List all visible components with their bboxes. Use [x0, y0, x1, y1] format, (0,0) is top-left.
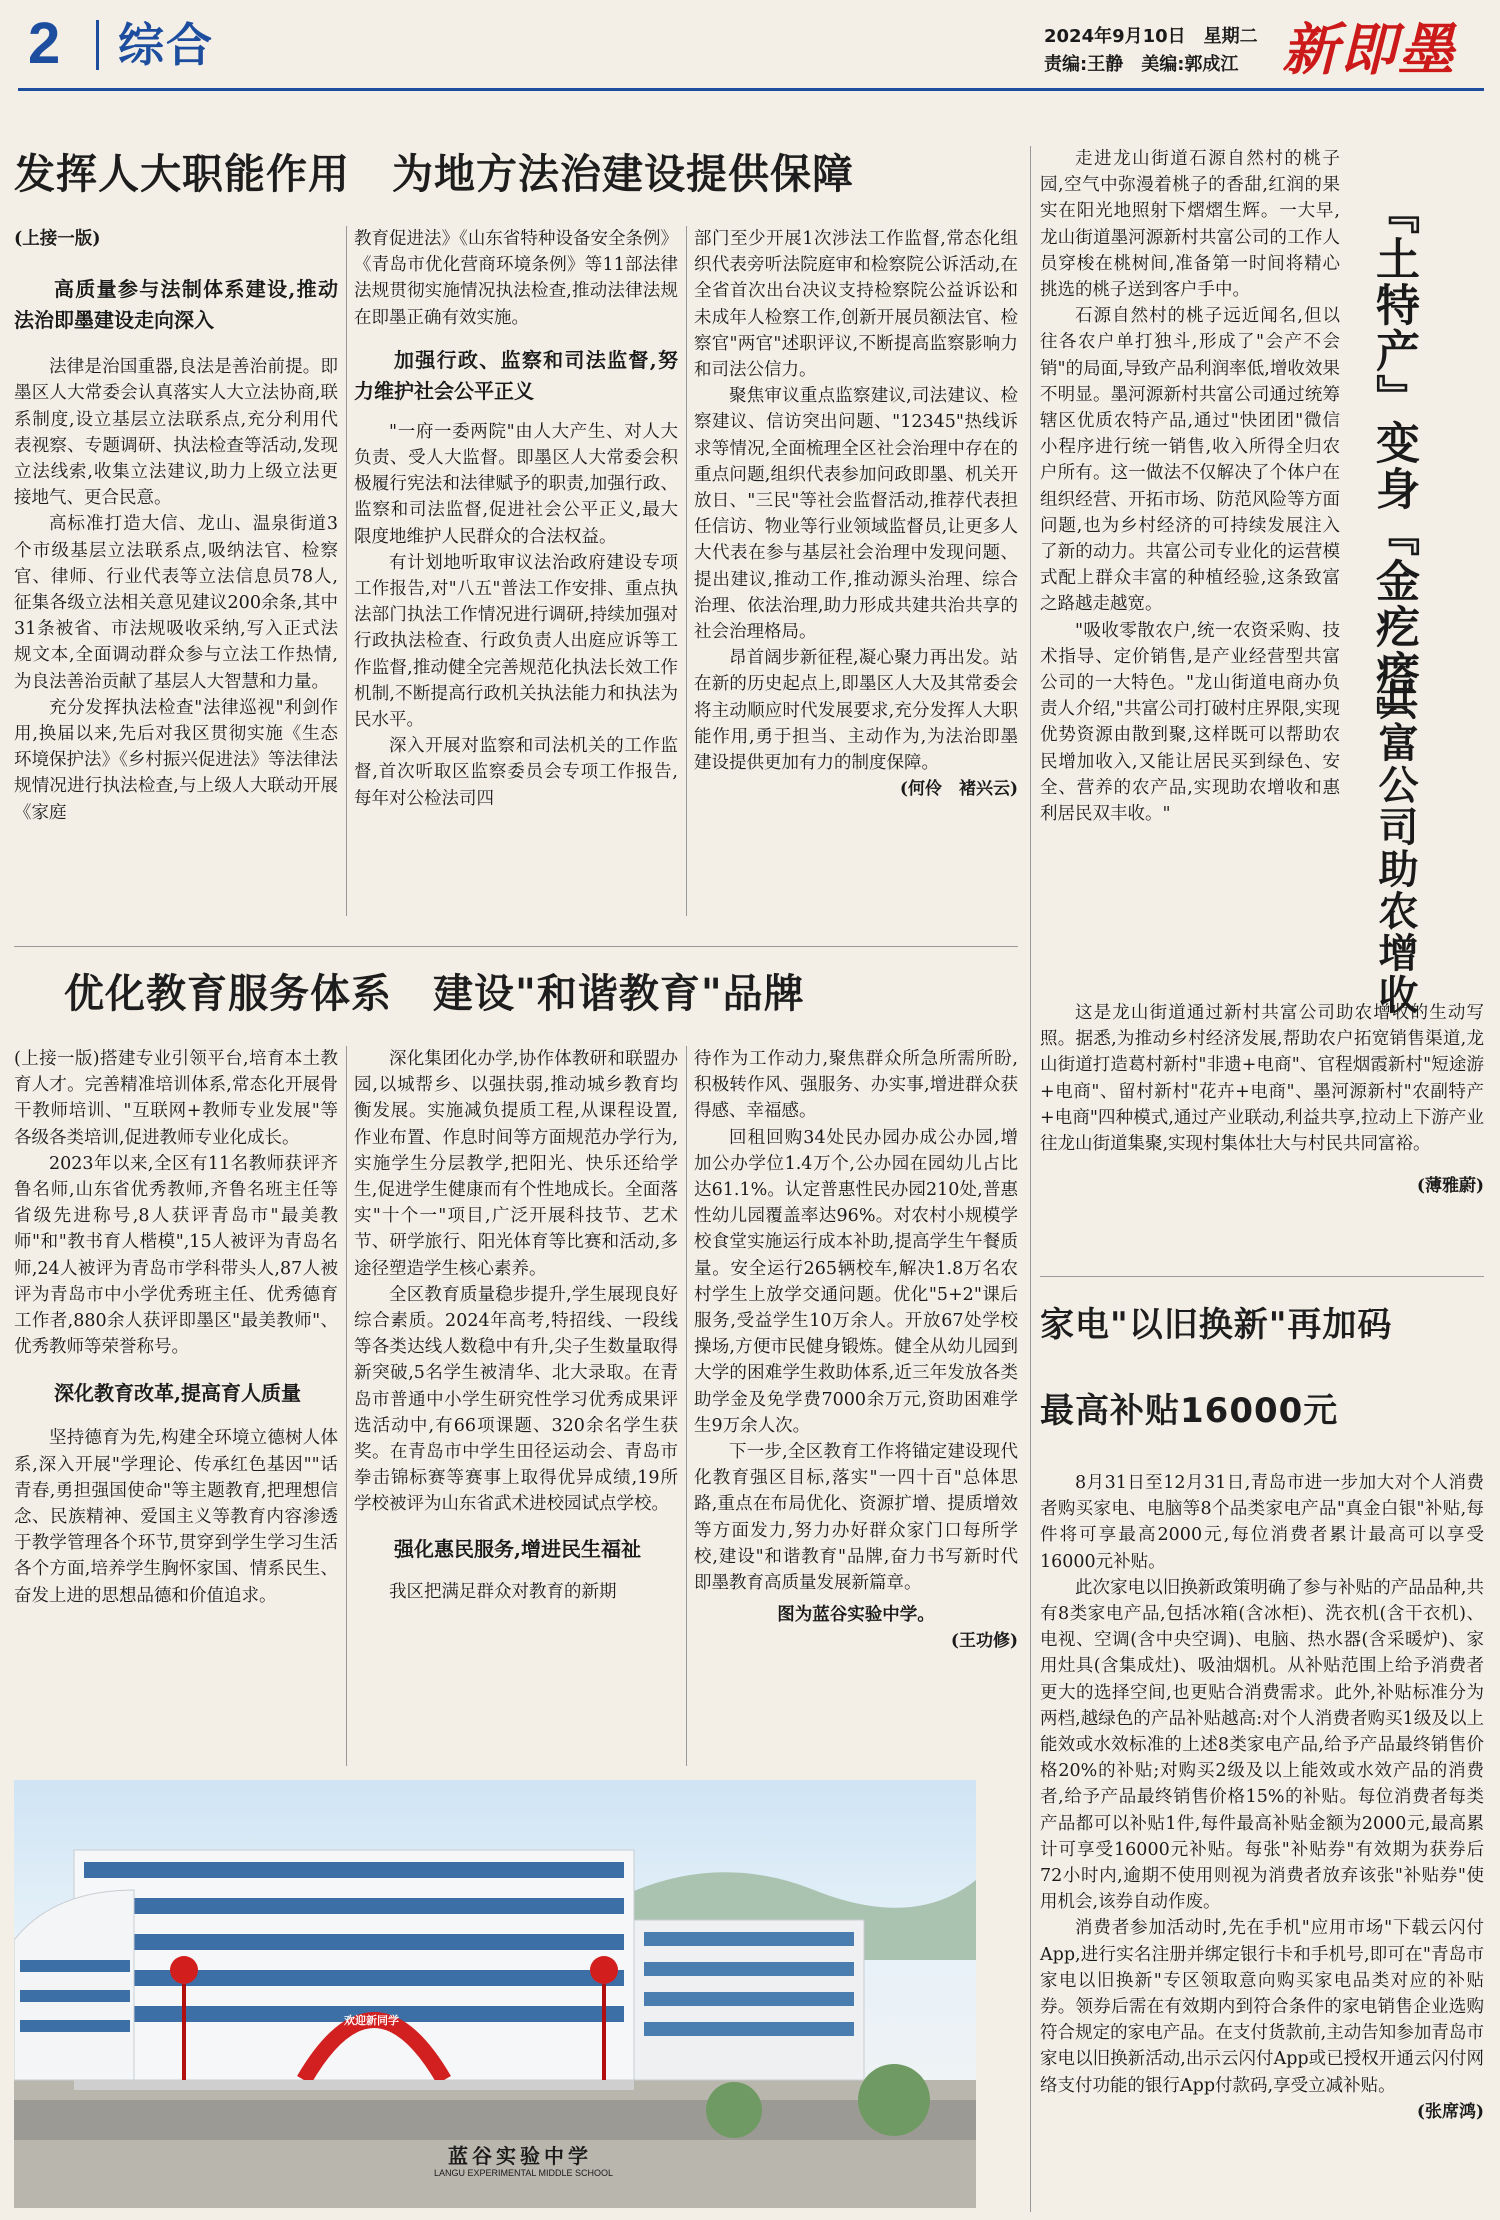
article3-headline-main: 『土特产』变身『金疙瘩』 [1368, 190, 1419, 742]
article2-byline: (王功修) [950, 1631, 1018, 1652]
paragraph: "一府一委两院"由人大产生、对人大负责、受人大监督。即墨区人大常委会积极履行宪法和法律赋予的职责,加强行政、监察和司法监督,促进社会公平正义,最大限度地维护人民群众的合法权益。 [354, 421, 678, 547]
paragraph: 高标准打造大信、龙山、温泉街道3个市级基层立法联系点,吸纳法官、检察官、律师、行业代表等立法信息员78人,征集各级立法相关意见建议200余条,其中31条被省、市法规吸收采纳,写入正式法规文本,全面调动群众参与立法工作热情,为良法善治贡献了基层人大智慧和力量。 [14, 514, 338, 692]
paragraph: 2023年以来,全区有11名教师获评齐鲁名师,山东省优秀教师,齐鲁名班主任等省级先进称号,8人获评青岛市"最美教师"和"教书育人楷模",15人被评为青岛名师,24人被评为青岛市学科带头人,87人被评为青岛市中小学优秀班主任、优秀德育工作者,880余人获评即墨区"最美教师"、优秀教师等荣誉称号。 [14, 1153, 338, 1358]
photo-caption: 图为蓝谷实验中学。 [777, 1605, 935, 1626]
paragraph: 充分发挥执法检查"法律巡视"利剑作用,换届以来,先后对我区贯彻实施《生态环境保护法》《乡村振兴促进法》等法律法规情况进行执法检查,与上级人大联动开展《家庭 [14, 697, 338, 823]
article1-col2 [354, 226, 678, 812]
section-divider [14, 946, 1018, 947]
paragraph: (上接一版)搭建专业引领平台,培育本土教育人才。完善精准培训体系,常态化开展骨干教师培训、"互联网+教师专业发展"等各级各类培训,促进教师专业化成长。 [14, 1049, 338, 1148]
paragraph: 全区教育质量稳步提升,学生展现良好综合素质。2024年高考,特招线、一段线等各类达线人数稳中有升,尖子生数量取得新突破,5名学生被清华、北大录取。在青岛市普通中小学生研究性学习优秀成果评选活动中,有66项课题、320余名学生获奖。在青岛市中学生田径运动会、青岛市拳击锦标赛等赛事上取得优异成绩,19所学校被评为山东省武术进校园试点学校。 [354, 1284, 678, 1515]
paragraph: 深化集团化办学,协作体教研和联盟办园,以城帮乡、以强扶弱,推动城乡教育均衡发展。实施减负提质工程,从课程设置,作业布置、作息时间等方面规范办学行为,实施学生分层教学,把阳光、快乐还给学生,促进学生健康而有个性地成长。全面落实"十个一"项目,广泛开展科技节、艺术节、研学旅行、阳光体育等比赛和活动,多途径塑造学生核心素养。 [354, 1049, 678, 1279]
paragraph: "吸收零散农户,统一农资采购、技术指导、定价销售,是产业经营型共富公司的一大特色。"龙山街道电商办负责人介绍,"共富公司打破村庄界限,实现优势资源由散到聚,这样既可以帮助农民增加收入,又能让居民买到绿色、安全、营养的农产品,实现助农增收和惠利居民双丰收。" [1040, 620, 1340, 825]
article1-subhead-1: 高质量参与法制体系建设,推动法治即墨建设走向深入 [14, 277, 338, 333]
paragraph: 教育促进法》《山东省特种设备安全条例》《青岛市优化营商环境条例》等11部法律法规贯彻实施情况执法检查,推动法律法规在即墨正确有效实施。 [354, 229, 678, 328]
article2-subhead-1: 深化教育改革,提高育人质量 [54, 1381, 301, 1406]
paragraph: 部门至少开展1次涉法工作监督,常态化组织代表旁听法院庭审和检察院公诉活动,在全省首次出台决议支持检察院公益诉讼和未成年人检察工作,创新开展员额法官、检察官"两官"述职评议,不断提高监察影响力和司法公信力。 [694, 229, 1018, 381]
page-number: 2 [28, 11, 61, 76]
masthead-divider [96, 20, 99, 70]
article1-byline: (何伶 褚兴云) [899, 779, 1018, 800]
paragraph: 走进龙山街道石源自然村的桃子园,空气中弥漫着桃子的香甜,红润的果实在阳光地照射下熠熠生辉。一大早,龙山街道墨河源新村共富公司的工作人员穿梭在桃树间,准备第一时间将精心挑选的桃子送到客户手中。 [1040, 149, 1340, 301]
article2-col1 [14, 1046, 338, 1609]
column-divider [1030, 146, 1031, 2212]
article2-col3 [694, 1046, 1018, 1655]
article2-col2 [354, 1046, 678, 1605]
school-sign: 蓝谷实验中学 [448, 2144, 592, 2168]
arch-banner: 欢迎新同学 [344, 2014, 399, 2027]
article3-body [1040, 146, 1340, 827]
paragraph: 8月31日至12月31日,青岛市进一步加大对个人消费者购买家电、电脑等8个品类家电产品"真金白银"补贴,每件将可享最高2000元,每位消费者累计最高可以享受16000元补贴。 [1040, 1473, 1484, 1572]
paragraph: 待作为工作动力,聚焦群众所急所需所盼,积极转作风、强服务、办实事,增进群众获得感、幸福感。 [694, 1049, 1018, 1122]
continued-marker: (上接一版) [14, 229, 101, 249]
article4-body [1040, 1470, 1484, 2125]
paragraph: 这是龙山街道通过新村共富公司助农增收的生动写照。据悉,为推动乡村经济发展,帮助农户拓宽销售渠道,龙山街道打造葛村新村"非遗+电商"、官程烟霞新村"短途游+电商"、留村新村"花卉+电商"、墨河源新村"农副特产+电商"四种模式,通过产业联动,利益共享,拉动上下游产业往龙山街道集聚,实现村集体壮大与村民共同富裕。 [1040, 1003, 1484, 1155]
section-title: 综合 [118, 18, 214, 72]
column-divider [686, 226, 687, 916]
school-photo [14, 1780, 976, 2208]
article1-subhead-2: 加强行政、监察和司法监督,努力维护社会公平正义 [354, 347, 678, 403]
paragraph: 我区把满足群众对教育的新期 [389, 1581, 617, 1602]
article2-headline: 优化教育服务体系 建设"和谐教育"品牌 [64, 971, 805, 1017]
paragraph: 消费者参加活动时,先在手机"应用市场"下载云闪付App,进行实名注册并绑定银行卡和手机号,即可在"青岛市家电以旧换新"专区领取意向购买家电品类对应的补贴券。领券后需在有效期内到符合条件的家电销售企业选购符合规定的家电产品。在支付货款前,主动告知参加青岛市家电以旧换新活动,出示云闪付App或已授权开通云闪付网络支付功能的银行App付款码,享受立减补贴。 [1040, 1918, 1484, 2096]
article2-subhead-2: 强化惠民服务,增进民生福祉 [394, 1536, 641, 1561]
article4-headline-line1: 家电"以旧换新"再加码 [1040, 1305, 1393, 1345]
school-sign-english: LANGU EXPERIMENTAL MIDDLE SCHOOL [434, 2168, 614, 2178]
paragraph: 回租回购34处民办园办成公办园,增加公办学位1.4万个,公办园在园幼儿占比达61.1%。认定普惠性民办园210处,普惠性幼儿园覆盖率达96%。对农村小规模学校食堂实施运行成本补助,提高学生午餐质量。安全运行265辆校车,解决1.8万名农村学生上放学交通问题。优化"5+2"课后服务,受益学生10万余人。开放67处学校操场,方便市民健身锻炼。健全从幼儿园到大学的困难学生救助体系,近三年发放各类助学金及免学费7000余万元,资助困难学生9万余人次。 [694, 1127, 1018, 1436]
paragraph: 聚焦审议重点监察建议,司法建议、检察建议、信访突出问题、"12345"热线诉求等情况,全面梳理全区社会治理中存在的重点问题,组织代表参加问政即墨、机关开放日、"三民"等社会监督活动,推荐代表担任信访、物业等行业领域监督员,让更多人大代表在参与基层社会治理中发现问题、提出建议,推动工作,推动源头治理、综合治理、依法治理,助力形成共建共治共享的社会治理格局。 [694, 386, 1018, 643]
article1-headline: 发挥人大职能作用 为地方法治建设提供保障 [14, 150, 854, 198]
column-divider [686, 1046, 687, 1766]
paragraph: 石源自然村的桃子远近闻名,但以往各农户单打独斗,形成了"会产不会销"的局面,导致产品利润率低,增收效果不明显。墨河源新村共富公司通过统筹辖区优质农特产品,通过"快团团"微信小程序进行统一销售,收入所得全归农户所有。这一做法不仅解决了个体户在组织经营、开拓市场、防范风险等方面问题,也为乡村经济的可持续发展注入了新的动力。共富公司专业化的运营模式配上群众丰富的种植经验,这条致富之路越走越宽。 [1040, 306, 1340, 615]
article1-col1 [14, 226, 338, 826]
article4-byline: (张席鸿) [1416, 2101, 1484, 2122]
paragraph: 此次家电以旧换新政策明确了参与补贴的产品品种,共有8类家电产品,包括冰箱(含冰柜)、洗衣机(含干衣机)、电视、空调(含中央空调)、电脑、热水器(含采暖炉)、家用灶具(含集成灶)、吸油烟机。从补贴范围上给予消费者更大的选择空间,也更贴合消费需求。此外,补贴标准分为两档,越绿色的产品补贴越高:对个人消费者购买1级及以上能效或水效标准的上述8类家电产品,给予产品最终销售价格20%的补贴;对购买2级及以上能效或水效产品的消费者,给予产品最终销售价格15%的补贴。每位消费者每类产品都可以补贴1件,每件最高补贴金额为2000元,最高累计可享受16000元补贴。每张"补贴券"有效期为获券后72小时内,逾期不使用则视为消费者放弃该张"补贴券"使用机会,该券自动作废。 [1040, 1577, 1484, 1913]
editors-credit: 责编:王静 美编:郭成江 [1044, 54, 1239, 75]
masthead-rule [18, 88, 1484, 91]
paragraph: 深入开展对监察和司法机关的工作监督,首次听取区监察委员会专项工作报告,每年对公检法司四 [354, 736, 678, 809]
issue-date: 2024年9月10日 星期二 [1044, 26, 1258, 47]
article3-byline: (薄雅蔚) [1416, 1176, 1484, 1197]
column-divider [346, 226, 347, 916]
article3-headline-sub: 共富公司助农增收 [1372, 680, 1418, 1016]
paragraph: 法律是治国重器,良法是善治前提。即墨区人大常委会认真落实人大立法协商,联系制度,设立基层立法联系点,充分利用代表视察、专题调研、执法检查等活动,发现立法线索,收集立法建议,助力上级立法更接地气、更合民意。 [14, 357, 338, 509]
newspaper-logo: 新即墨 [1282, 17, 1456, 83]
paragraph: 有计划地听取审议法治政府建设专项工作报告,对"八五"普法工作安排、重点执法部门执法工作情况进行调研,持续加强对行政执法检查、行政负责人出庭应诉等工作监督,推动健全完善规范化执法长效工作机制,不断提高行政机关执法能力和执法为民水平。 [354, 552, 678, 731]
paragraph: 坚持德育为先,构建全环境立德树人体系,深入开展"学理论、传承红色基因""话青春,勇担强国使命"等主题教育,把理想信念、民族精神、爱国主义等教育内容渗透于教学管理各个环节,贯穿到学生学习生活各个方面,培养学生胸怀家国、情系民生、奋发上进的思想品德和价值追求。 [14, 1428, 338, 1606]
column-divider [346, 1046, 347, 1766]
paragraph: 昂首阔步新征程,凝心聚力再出发。站在新的历史起点上,即墨区人大及其常委会将主动顺应时代发展要求,充分发挥人大职能作用,勇于担当、主动作为,为法治即墨建设提供更加有力的制度保障。 [694, 648, 1018, 774]
section-divider [1040, 1276, 1484, 1277]
article4-headline-line2: 最高补贴16000元 [1040, 1391, 1339, 1431]
article1-col3 [694, 226, 1018, 802]
paragraph: 下一步,全区教育工作将锚定建设现代化教育强区目标,落实"一四十百"总体思路,重点在布局优化、资源扩增、提质增效等方面发力,努力办好群众家门口每所学校,建设"和谐教育"品牌,奋力书写新时代即墨教育高质量发展新篇章。 [694, 1442, 1018, 1594]
